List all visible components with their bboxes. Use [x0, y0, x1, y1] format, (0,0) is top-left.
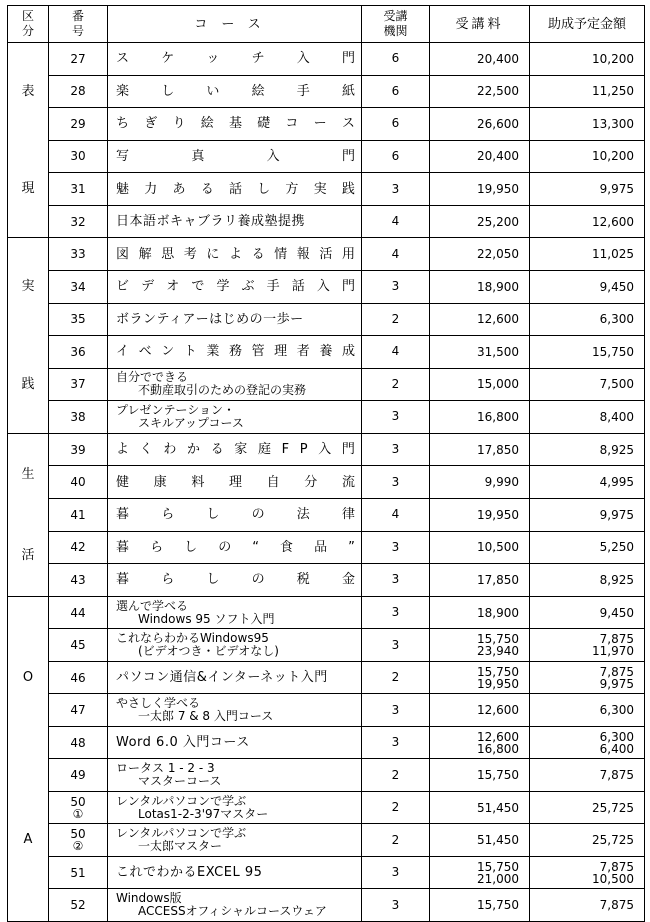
institution-count: 3	[362, 531, 430, 564]
fee-amount: 31,500	[430, 336, 530, 369]
subsidy-amount: 6,300	[530, 303, 645, 336]
subsidy-amount: 11,025	[530, 238, 645, 271]
subsidy-amount: 25,725	[530, 824, 645, 857]
subsidy-amount: 9,450	[530, 270, 645, 303]
subsidy-amount: 8,925	[530, 433, 645, 466]
course-number: 46	[49, 661, 108, 694]
course-name: ロータス 1 - 2 - 3 マスターコース	[108, 759, 362, 792]
institution-count: 3	[362, 466, 430, 499]
fee-amount: 12,600	[430, 694, 530, 727]
subsidy-amount: 7,875 10,500	[530, 856, 645, 889]
subsidy-amount: 4,995	[530, 466, 645, 499]
course-name: 自分でできる 不動産取引のための登記の実務	[108, 368, 362, 401]
table-row	[8, 791, 645, 824]
category-cell	[8, 433, 49, 596]
course-name: Word 6.0 入門コース	[108, 726, 362, 759]
subsidy-amount: 8,400	[530, 401, 645, 434]
table-row	[8, 270, 645, 303]
course-name: Windows版 ACCESSオフィシャルコースウェア	[108, 889, 362, 922]
fee-amount: 19,950	[430, 173, 530, 206]
subsidy-amount: 25,725	[530, 791, 645, 824]
fee-amount: 51,450	[430, 791, 530, 824]
table-row	[8, 75, 645, 108]
table-row	[8, 531, 645, 564]
subsidy-amount: 7,875	[530, 759, 645, 792]
course-number: 27	[49, 43, 108, 76]
course-number: 29	[49, 108, 108, 141]
institution-count: 2	[362, 661, 430, 694]
institution-count: 2	[362, 303, 430, 336]
course-number: 30	[49, 140, 108, 173]
course-name: 写 真 入 門	[108, 140, 362, 173]
subsidy-amount: 9,975	[530, 173, 645, 206]
institution-count: 2	[362, 368, 430, 401]
course-name: よ く わ か る 家 庭 F P 入 門	[108, 433, 362, 466]
course-number: 50 ①	[49, 791, 108, 824]
header-institutions: 受講 機関	[362, 6, 430, 43]
table-row	[8, 140, 645, 173]
subsidy-amount: 11,250	[530, 75, 645, 108]
course-name: 暮 ら し の “ 食 品 ”	[108, 531, 362, 564]
institution-count: 2	[362, 791, 430, 824]
course-name: これならわかるWindows95 (ビデオつき・ビデオなし)	[108, 629, 362, 662]
course-number: 50 ②	[49, 824, 108, 857]
table-row	[8, 889, 645, 922]
category-char: 実	[21, 279, 35, 295]
course-number: 48	[49, 726, 108, 759]
table-row	[8, 433, 645, 466]
course-number: 39	[49, 433, 108, 466]
institution-count: 3	[362, 889, 430, 922]
course-name: 健 康 料 理 自 分 流	[108, 466, 362, 499]
table-row	[8, 564, 645, 597]
course-name: ち ぎ り 絵 基 礎 コ ー ス	[108, 108, 362, 141]
institution-count: 4	[362, 205, 430, 238]
course-number: 41	[49, 498, 108, 531]
institution-count: 4	[362, 336, 430, 369]
institution-count: 3	[362, 173, 430, 206]
course-name: パソコン通信&インターネット入門	[108, 661, 362, 694]
course-number: 45	[49, 629, 108, 662]
table-row	[8, 596, 645, 629]
institution-count: 6	[362, 75, 430, 108]
table-row	[8, 498, 645, 531]
course-name: ビ デ オ で 学 ぶ 手 話 入 門	[108, 270, 362, 303]
course-number: 31	[49, 173, 108, 206]
course-name: 暮 ら し の 法 律	[108, 498, 362, 531]
fee-amount: 17,850	[430, 564, 530, 597]
table-row	[8, 108, 645, 141]
course-name: これでわかるEXCEL 95	[108, 856, 362, 889]
table-row	[8, 336, 645, 369]
subsidy-amount: 10,200	[530, 140, 645, 173]
fee-amount: 12,600	[430, 303, 530, 336]
course-table	[7, 5, 645, 922]
table-body	[8, 43, 645, 922]
course-number: 34	[49, 270, 108, 303]
institution-count: 4	[362, 498, 430, 531]
subsidy-amount: 5,250	[530, 531, 645, 564]
course-number: 38	[49, 401, 108, 434]
table-row	[8, 303, 645, 336]
course-name: プレゼンテーション・ スキルアップコース	[108, 401, 362, 434]
table-row	[8, 759, 645, 792]
fee-amount: 16,800	[430, 401, 530, 434]
course-name: レンタルパソコンで学ぶ 一太郎マスター	[108, 824, 362, 857]
subsidy-amount: 12,600	[530, 205, 645, 238]
course-name: 暮 ら し の 税 金	[108, 564, 362, 597]
course-name: 魅 力 あ る 話 し 方 実 践	[108, 173, 362, 206]
fee-amount: 12,600 16,800	[430, 726, 530, 759]
fee-amount: 22,050	[430, 238, 530, 271]
table-row	[8, 856, 645, 889]
fee-amount: 18,900	[430, 596, 530, 629]
course-number: 33	[49, 238, 108, 271]
course-number: 42	[49, 531, 108, 564]
category-char: 活	[21, 547, 35, 563]
fee-amount: 18,900	[430, 270, 530, 303]
fee-amount: 9,990	[430, 466, 530, 499]
subsidy-amount: 9,975	[530, 498, 645, 531]
institution-count: 2	[362, 824, 430, 857]
course-number: 47	[49, 694, 108, 727]
subsidy-amount: 10,200	[530, 43, 645, 76]
course-number: 49	[49, 759, 108, 792]
category-char: O	[22, 670, 34, 686]
fee-amount: 19,950	[430, 498, 530, 531]
course-name: 楽 し い 絵 手 紙	[108, 75, 362, 108]
category-char: 表	[21, 84, 35, 100]
subsidy-amount: 13,300	[530, 108, 645, 141]
fee-amount: 10,500	[430, 531, 530, 564]
fee-amount: 20,400	[430, 140, 530, 173]
category-char: 践	[21, 376, 35, 392]
institution-count: 3	[362, 401, 430, 434]
table-row	[8, 173, 645, 206]
category-cell	[8, 43, 49, 238]
course-number: 43	[49, 564, 108, 597]
header-row	[8, 6, 645, 43]
course-number: 51	[49, 856, 108, 889]
institution-count: 3	[362, 694, 430, 727]
fee-amount: 15,750 23,940	[430, 629, 530, 662]
institution-count: 3	[362, 433, 430, 466]
header-subsidy: 助成予定金額	[530, 6, 645, 43]
course-name: 図 解 思 考 に よ る 情 報 活 用	[108, 238, 362, 271]
subsidy-amount: 8,925	[530, 564, 645, 597]
table-row	[8, 661, 645, 694]
header-fee: 受講料	[430, 6, 530, 43]
fee-amount: 25,200	[430, 205, 530, 238]
subsidy-amount: 7,875	[530, 889, 645, 922]
course-number: 32	[49, 205, 108, 238]
fee-amount: 20,400	[430, 43, 530, 76]
subsidy-amount: 15,750	[530, 336, 645, 369]
course-number: 52	[49, 889, 108, 922]
fee-amount: 15,750	[430, 889, 530, 922]
course-number: 28	[49, 75, 108, 108]
table-row	[8, 43, 645, 76]
header-category: 区 分	[8, 6, 49, 43]
table-row	[8, 694, 645, 727]
header-number: 番 号	[49, 6, 108, 43]
header-course: コース	[108, 6, 362, 43]
category-cell	[8, 238, 49, 433]
table-row	[8, 401, 645, 434]
category-char: 生	[21, 466, 35, 482]
institution-count: 3	[362, 270, 430, 303]
table-row	[8, 629, 645, 662]
institution-count: 3	[362, 596, 430, 629]
subsidy-amount: 6,300 6,400	[530, 726, 645, 759]
subsidy-amount: 6,300	[530, 694, 645, 727]
institution-count: 2	[362, 759, 430, 792]
institution-count: 3	[362, 629, 430, 662]
course-name: ス ケ ッ チ 入 門	[108, 43, 362, 76]
subsidy-amount: 7,875 9,975	[530, 661, 645, 694]
fee-amount: 15,750	[430, 759, 530, 792]
fee-amount: 17,850	[430, 433, 530, 466]
institution-count: 4	[362, 238, 430, 271]
course-number: 36	[49, 336, 108, 369]
institution-count: 3	[362, 726, 430, 759]
table-row	[8, 466, 645, 499]
course-name: イ ベ ン ト 業 務 管 理 者 養 成	[108, 336, 362, 369]
category-cell	[8, 596, 49, 921]
institution-count: 6	[362, 108, 430, 141]
fee-amount: 15,750 19,950	[430, 661, 530, 694]
category-char: 現	[21, 181, 35, 197]
fee-amount: 51,450	[430, 824, 530, 857]
table-row	[8, 368, 645, 401]
course-name: レンタルパソコンで学ぶ Lotas1-2-3'97マスター	[108, 791, 362, 824]
category-char: A	[23, 832, 33, 848]
fee-amount: 22,500	[430, 75, 530, 108]
course-name: やさしく学べる 一太郎 7 & 8 入門コース	[108, 694, 362, 727]
subsidy-amount: 9,450	[530, 596, 645, 629]
subsidy-amount: 7,875 11,970	[530, 629, 645, 662]
table-row	[8, 824, 645, 857]
subsidy-amount: 7,500	[530, 368, 645, 401]
fee-amount: 26,600	[430, 108, 530, 141]
institution-count: 3	[362, 856, 430, 889]
course-name: 日本語ボキャブラリ養成塾提携	[108, 205, 362, 238]
course-number: 37	[49, 368, 108, 401]
table-row	[8, 238, 645, 271]
course-number: 44	[49, 596, 108, 629]
course-name: 選んで学べる Windows 95 ソフト入門	[108, 596, 362, 629]
fee-amount: 15,750 21,000	[430, 856, 530, 889]
institution-count: 6	[362, 43, 430, 76]
fee-amount: 15,000	[430, 368, 530, 401]
table-row	[8, 205, 645, 238]
institution-count: 6	[362, 140, 430, 173]
course-number: 35	[49, 303, 108, 336]
table-row	[8, 726, 645, 759]
institution-count: 3	[362, 564, 430, 597]
course-number: 40	[49, 466, 108, 499]
course-name: ボランティアーはじめの一歩ー	[108, 303, 362, 336]
